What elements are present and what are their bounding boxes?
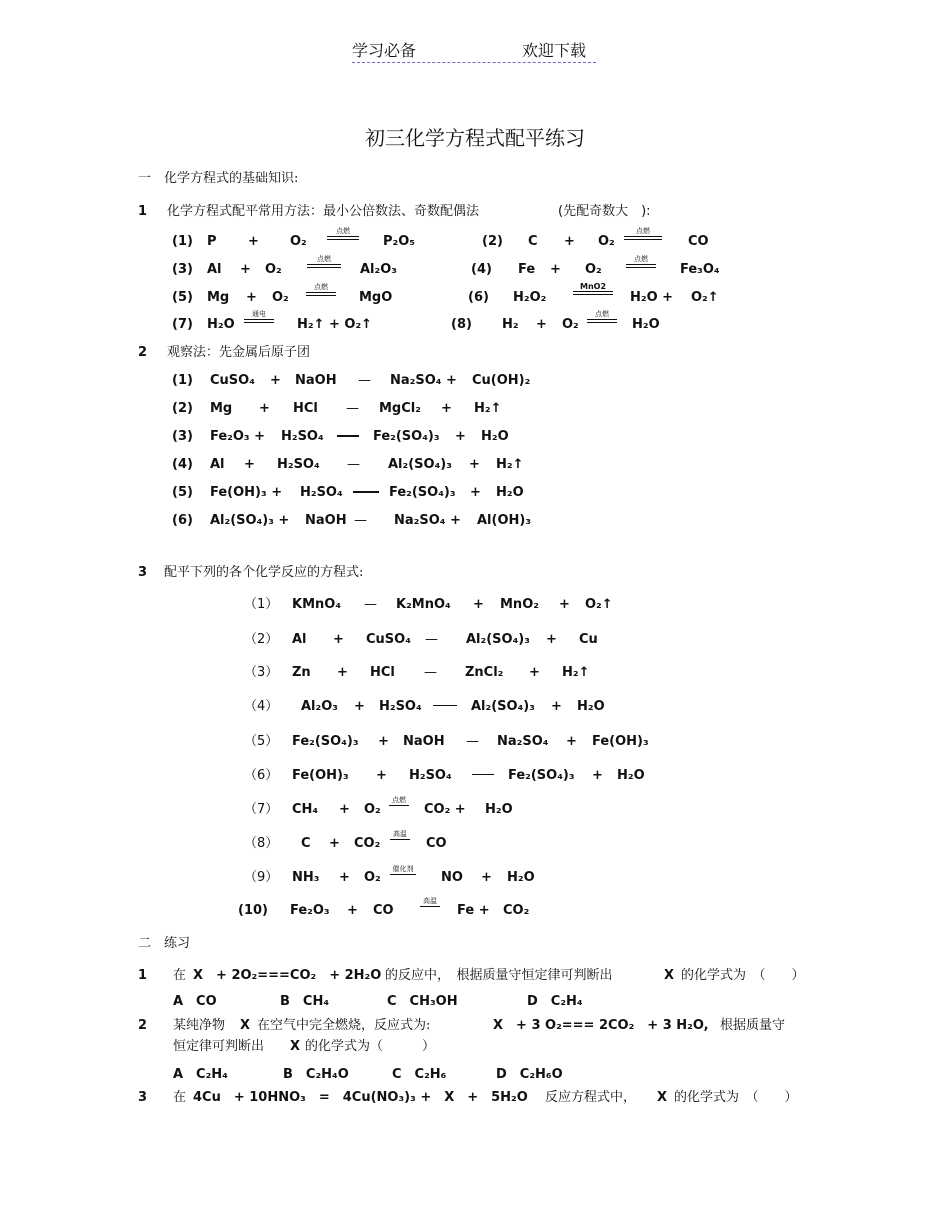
eq-term: H₂O: [632, 317, 660, 332]
eq-term: O₂↑: [691, 290, 719, 305]
eq-term: MgCl₂: [379, 401, 421, 416]
eq-plus: +: [559, 597, 570, 612]
eq-plus: +: [470, 485, 481, 500]
eq-term: Al₂(SO₄)₃: [466, 632, 530, 647]
eq-label: （5）: [244, 734, 279, 749]
eq-plus: +: [455, 429, 466, 444]
eq-label: （3）: [244, 665, 279, 680]
part2-heading: 二 练习: [138, 936, 191, 951]
s2-text: 观察法：先金属后原子团: [167, 345, 311, 360]
eq-plus: +: [550, 262, 561, 277]
reaction-arrow: [587, 309, 617, 323]
eq-dash: —: [466, 734, 479, 749]
equals-sign: [306, 292, 336, 296]
eq-term: Fe: [518, 262, 536, 277]
q2-num: 2: [138, 1018, 148, 1033]
eq-term: O₂: [364, 802, 381, 817]
eq-label: (6): [172, 513, 193, 528]
eq-term: H₂O₂: [513, 290, 547, 305]
eq-term: MgO: [359, 290, 393, 305]
eq-plus: +: [566, 734, 577, 749]
eq-term: Al(OH)₃: [477, 513, 532, 528]
eq-term: CO: [373, 903, 394, 918]
eq-term: H₂O: [617, 768, 645, 783]
eq-term: CuSO₄: [366, 632, 411, 647]
eq-label: (8): [451, 317, 472, 332]
eq-label: (7): [172, 317, 193, 332]
eq-term: H₂↑: [496, 457, 524, 472]
eq-plus: +: [347, 903, 358, 918]
equals-sign: [244, 319, 274, 323]
q1-text: 的反应中， 根据质量守恒定律可判断出: [385, 968, 613, 983]
q2-text-d: 恒定律可判断出: [173, 1039, 265, 1054]
reaction-arrow: [573, 282, 613, 295]
eq-plus: +: [248, 234, 259, 249]
eq-plus: +: [333, 632, 344, 647]
reaction-arrow: [306, 282, 336, 296]
q2-option-a[interactable]: A C₂H₄: [173, 1067, 228, 1082]
eq-label: （9）: [244, 870, 279, 885]
eq-label: (2): [172, 401, 193, 416]
eq-term: KMnO₄: [292, 597, 342, 612]
eq-term: Fe₂(SO₄)₃: [389, 485, 456, 500]
equals-sign: [390, 839, 410, 840]
eq-term: Fe₃O₄: [680, 262, 720, 277]
eq-term: O₂: [562, 317, 579, 332]
eq-term: O₂: [585, 262, 602, 277]
eq-term: Fe +: [457, 903, 490, 918]
reaction-arrow: [390, 864, 416, 875]
eq-long-dash: [472, 774, 494, 775]
q3-text: 反应方程式中，: [545, 1090, 637, 1105]
eq-term: CuSO₄: [210, 373, 255, 388]
eq-long-dash: [337, 435, 359, 437]
eq-term: NH₃: [292, 870, 320, 885]
eq-plus: +: [244, 457, 255, 472]
eq-term: NaOH: [295, 373, 337, 388]
eq-term: P₂O₅: [383, 234, 415, 249]
eq-term: Fe₂(SO₄)₃: [292, 734, 359, 749]
eq-label: （7）: [244, 802, 279, 817]
eq-term: H₂SO₄: [379, 699, 422, 714]
eq-plus: +: [564, 234, 575, 249]
eq-term: CO₂: [354, 836, 381, 851]
equals-sign: [307, 264, 341, 268]
q3-num: 3: [138, 1090, 148, 1105]
eq-term: H₂O: [507, 870, 535, 885]
header-divider: [352, 62, 596, 63]
eq-term: Al₂O₃: [360, 262, 397, 277]
eq-term: H₂SO₄: [281, 429, 324, 444]
equals-sign: [626, 264, 656, 268]
equals-sign: [389, 805, 409, 806]
header-right: 欢迎下载: [522, 41, 587, 60]
reaction-arrow: [307, 254, 341, 268]
eq-term: O₂: [364, 870, 381, 885]
eq-term: O₂: [290, 234, 307, 249]
eq-term: Fe(OH)₃: [292, 768, 349, 783]
eq-label: (1): [172, 373, 193, 388]
eq-plus: +: [339, 802, 350, 817]
eq-term: NaOH: [403, 734, 445, 749]
eq-term: H₂O: [496, 485, 524, 500]
eq-plus: +: [469, 457, 480, 472]
eq-dash: —: [425, 632, 438, 647]
eq-term: Cu(OH)₂: [472, 373, 531, 388]
q2-equation: X + 3 O₂=== 2CO₂ + 3 H₂O,: [493, 1018, 709, 1033]
s1-num: 1: [138, 204, 148, 219]
condition-label: 点燃: [314, 283, 328, 291]
eq-label: (3): [172, 429, 193, 444]
q3-x: X: [657, 1090, 668, 1105]
q2-option-b[interactable]: B C₂H₄O: [283, 1067, 349, 1082]
condition-label: 高温: [393, 830, 407, 838]
reaction-arrow: [626, 254, 656, 268]
eq-term: Fe₂(SO₄)₃: [373, 429, 440, 444]
eq-term: Cu: [579, 632, 598, 647]
q1-equation: X + 2O₂===CO₂ + 2H₂O: [193, 968, 382, 983]
eq-term: O₂: [272, 290, 289, 305]
eq-term: Al₂(SO₄)₃ +: [210, 513, 290, 528]
q1-option-b[interactable]: B CH₄: [280, 994, 330, 1009]
eq-term: Al: [207, 262, 222, 277]
q2-option-c[interactable]: C C₂H₆: [392, 1067, 447, 1082]
header-left: 学习必备: [352, 41, 417, 60]
eq-plus: +: [551, 699, 562, 714]
eq-term: Al: [292, 632, 307, 647]
equals-sign: [573, 291, 613, 295]
q2-text-c: 根据质量守: [720, 1018, 786, 1033]
eq-label: (4): [172, 457, 193, 472]
eq-plus: +: [481, 870, 492, 885]
eq-term: NO: [441, 870, 463, 885]
s2-num: 2: [138, 345, 148, 360]
eq-plus: +: [270, 373, 281, 388]
eq-dash: —: [347, 457, 360, 472]
eq-term: Mg: [210, 401, 233, 416]
condition-label: 通电: [252, 310, 266, 318]
eq-term: Na₂SO₄ +: [390, 373, 457, 388]
eq-label: (2): [482, 234, 503, 249]
equals-sign: [327, 236, 359, 240]
eq-plus: +: [378, 734, 389, 749]
eq-term: H₂O: [577, 699, 605, 714]
condition-label: 高温: [423, 897, 437, 905]
condition-label: 点燃: [634, 255, 648, 263]
reaction-arrow: [389, 795, 409, 806]
eq-label: （8）: [244, 836, 279, 851]
eq-term: O₂: [598, 234, 615, 249]
eq-label: (3): [172, 262, 193, 277]
eq-term: H₂↑: [562, 665, 590, 680]
eq-plus: +: [329, 836, 340, 851]
eq-dash: —: [364, 597, 377, 612]
eq-plus: +: [441, 401, 452, 416]
condition-label: 点燃: [636, 227, 650, 235]
eq-term: H₂: [502, 317, 519, 332]
eq-term: CO₂: [503, 903, 530, 918]
eq-plus: +: [536, 317, 547, 332]
eq-label: （6）: [244, 768, 279, 783]
eq-term: C: [301, 836, 311, 851]
eq-dash: —: [346, 401, 359, 416]
eq-term: Al: [210, 457, 225, 472]
q2-x: X: [240, 1018, 251, 1033]
eq-term: HCl: [370, 665, 395, 680]
eq-term: HCl: [293, 401, 318, 416]
eq-term: Fe(OH)₃: [592, 734, 649, 749]
q2-option-d[interactable]: D C₂H₆O: [496, 1067, 563, 1082]
eq-term: Al₂(SO₄)₃: [471, 699, 535, 714]
reaction-arrow: [390, 829, 410, 840]
s1-text: 化学方程式配平常用方法：最小公倍数法、奇数配偶法: [167, 204, 480, 219]
page-title: 初三化学方程式配平练习: [365, 126, 585, 150]
eq-term: H₂SO₄: [277, 457, 320, 472]
eq-term: H₂O +: [630, 290, 674, 305]
part1-heading: 一 化学方程式的基础知识:: [138, 171, 299, 186]
eq-term: Fe₂O₃: [290, 903, 330, 918]
q1-option-d[interactable]: D C₂H₄: [527, 994, 583, 1009]
eq-term: H₂SO₄: [409, 768, 452, 783]
condition-label: 催化剂: [392, 865, 414, 873]
eq-plus: +: [354, 699, 365, 714]
eq-term: H₂O: [481, 429, 509, 444]
eq-term: O₂↑: [585, 597, 613, 612]
eq-term: Mg: [207, 290, 230, 305]
s3-num: 3: [138, 565, 148, 580]
eq-term: K₂MnO₄: [396, 597, 451, 612]
reaction-arrow: [420, 896, 440, 907]
reaction-arrow: [624, 226, 662, 240]
q2-text-a: 某纯净物: [173, 1018, 226, 1033]
eq-term: Na₂SO₄ +: [394, 513, 461, 528]
eq-long-dash: [433, 705, 457, 706]
q2-x-2: X: [290, 1039, 301, 1054]
eq-label: (1): [172, 234, 193, 249]
eq-term: H₂↑: [474, 401, 502, 416]
eq-dash: —: [354, 513, 367, 528]
eq-term: Fe₂(SO₄)₃: [508, 768, 575, 783]
q2-text-b: 在空气中完全燃烧，反应式为:: [257, 1018, 431, 1033]
eq-term: ZnCl₂: [465, 665, 504, 680]
eq-term: Al₂(SO₄)₃: [388, 457, 452, 472]
eq-plus: +: [240, 262, 251, 277]
eq-label: （1）: [244, 597, 279, 612]
eq-term: O₂: [265, 262, 282, 277]
eq-term: H₂O: [207, 317, 235, 332]
condition-label: 点燃: [595, 310, 609, 318]
eq-term: Fe₂O₃ +: [210, 429, 266, 444]
eq-label: (5): [172, 290, 193, 305]
eq-term: Na₂SO₄: [497, 734, 549, 749]
equals-sign: [587, 319, 617, 323]
s3-text: 配平下列的各个化学反应的方程式:: [164, 565, 364, 580]
q3-equation: 4Cu + 10HNO₃ = 4Cu(NO₃)₃ + X + 5H₂O: [193, 1090, 528, 1105]
equals-sign: [624, 236, 662, 240]
eq-term: Zn: [292, 665, 311, 680]
eq-dash: —: [358, 373, 371, 388]
eq-plus: +: [592, 768, 603, 783]
q2-text-e: 的化学式为（ ）: [305, 1039, 436, 1054]
eq-label: （4）: [244, 699, 279, 714]
q3-prefix: 在: [173, 1090, 187, 1105]
eq-label: (10): [238, 903, 268, 918]
eq-term: MnO₂: [500, 597, 539, 612]
q3-tail: 的化学式为 （ ）: [674, 1090, 798, 1105]
eq-term: H₂SO₄: [300, 485, 343, 500]
eq-plus: +: [376, 768, 387, 783]
eq-label: （2）: [244, 632, 279, 647]
eq-term: H₂↑ + O₂↑: [297, 317, 373, 332]
eq-term: Fe(OH)₃ +: [210, 485, 283, 500]
condition-label: 点燃: [336, 227, 350, 235]
eq-term: C: [528, 234, 538, 249]
eq-term: P: [207, 234, 217, 249]
eq-plus: +: [529, 665, 540, 680]
condition-label: MnO2: [579, 282, 607, 291]
s1-note: (先配奇数大 ):: [558, 204, 651, 219]
eq-plus: +: [546, 632, 557, 647]
reaction-arrow: [244, 309, 274, 323]
q1-x: X: [664, 968, 675, 983]
eq-plus: +: [259, 401, 270, 416]
eq-label: (6): [468, 290, 489, 305]
equals-sign: [390, 874, 416, 875]
q1-option-a[interactable]: A CO: [173, 994, 217, 1009]
eq-plus: +: [339, 870, 350, 885]
eq-plus: +: [246, 290, 257, 305]
eq-term: CO₂ +: [424, 802, 466, 817]
q1-num: 1: [138, 968, 148, 983]
eq-plus: +: [473, 597, 484, 612]
condition-label: 点燃: [317, 255, 331, 263]
eq-long-dash: [353, 491, 379, 493]
eq-label: (5): [172, 485, 193, 500]
eq-dash: —: [424, 665, 437, 680]
eq-term: H₂O: [485, 802, 513, 817]
reaction-arrow: [327, 226, 359, 240]
equals-sign: [420, 906, 440, 907]
eq-label: (4): [471, 262, 492, 277]
eq-plus: +: [337, 665, 348, 680]
q1-tail: 的化学式为 （ ）: [681, 968, 805, 983]
eq-term: CH₄: [292, 802, 319, 817]
eq-term: Al₂O₃: [301, 699, 338, 714]
condition-label: 点燃: [392, 796, 406, 804]
eq-term: CO: [426, 836, 447, 851]
q1-prefix: 在: [173, 968, 187, 983]
q1-option-c[interactable]: C CH₃OH: [387, 994, 458, 1009]
eq-term: NaOH: [305, 513, 347, 528]
eq-term: CO: [688, 234, 709, 249]
